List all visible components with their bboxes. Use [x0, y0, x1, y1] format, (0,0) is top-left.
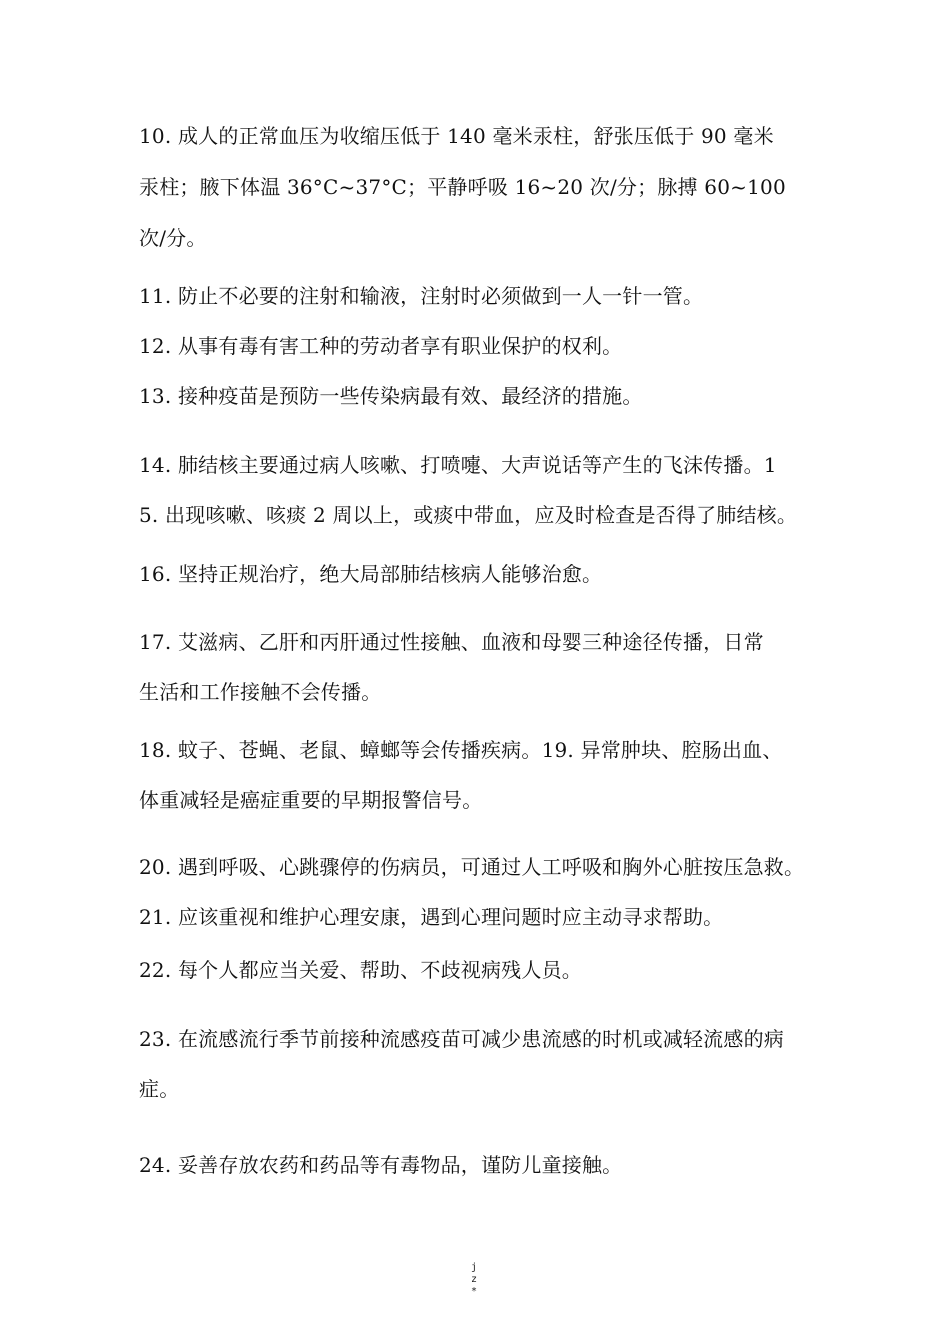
text-line-item-16: 16. 坚持正规治疗，绝大局部肺结核病人能够治愈。 [139, 562, 603, 586]
text-line-item-14: 14. 肺结核主要通过病人咳嗽、打喷嚏、大声说话等产生的飞沫传播。1 [139, 453, 777, 477]
text-line-item-12: 12. 从事有毒有害工种的劳动者享有职业保护的权利。 [139, 334, 623, 358]
text-line-item-21: 21. 应该重视和维护心理安康，遇到心理问题时应主动寻求帮助。 [139, 905, 724, 929]
footer-char-2: z [470, 1274, 478, 1285]
text-line-item-23-cont: 症。 [139, 1077, 180, 1101]
text-line-item-13: 13. 接种疫苗是预防一些传染病最有效、最经济的措施。 [139, 384, 643, 408]
text-line-item-24: 24. 妥善存放农药和药品等有毒物品，谨防儿童接触。 [139, 1153, 623, 1177]
text-line-item-23: 23. 在流感流行季节前接种流感疫苗可减少患流感的时机或减轻流感的病 [139, 1027, 784, 1051]
footer-char-3: * [470, 1286, 478, 1297]
text-line-item-11: 11. 防止不必要的注射和输液，注射时必须做到一人一针一管。 [139, 284, 704, 308]
text-line-item-17-cont: 生活和工作接触不会传播。 [139, 680, 382, 704]
text-line-item-10-cont-1: 汞柱；腋下体温 36°C~37°C；平静呼吸 16~20 次/分；脉搏 60~100 [139, 175, 786, 199]
text-line-item-17: 17. 艾滋病、乙肝和丙肝通过性接触、血液和母婴三种途径传播，日常 [139, 630, 764, 654]
text-line-item-10-cont-2: 次/分。 [139, 226, 207, 250]
page-footer-mark [469, 1262, 479, 1298]
footer-char-1: j [470, 1262, 478, 1273]
text-line-item-22: 22. 每个人都应当关爱、帮助、不歧视病残人员。 [139, 958, 582, 982]
text-line-item-19-cont: 体重减轻是癌症重要的早期报警信号。 [139, 788, 483, 812]
text-line-item-18-19: 18. 蚊子、苍蝇、老鼠、蟑螂等会传播疾病。19. 异常肿块、腔肠出血、 [139, 738, 783, 762]
text-line-item-10: 10. 成人的正常血压为收缩压低于 140 毫米汞柱，舒张压低于 90 毫米 [139, 124, 774, 148]
text-line-item-15: 5. 出现咳嗽、咳痰 2 周以上，或痰中带血，应及时检查是否得了肺结核。 [139, 503, 798, 527]
text-line-item-20: 20. 遇到呼吸、心跳骤停的伤病员，可通过人工呼吸和胸外心脏按压急救。 [139, 855, 805, 879]
